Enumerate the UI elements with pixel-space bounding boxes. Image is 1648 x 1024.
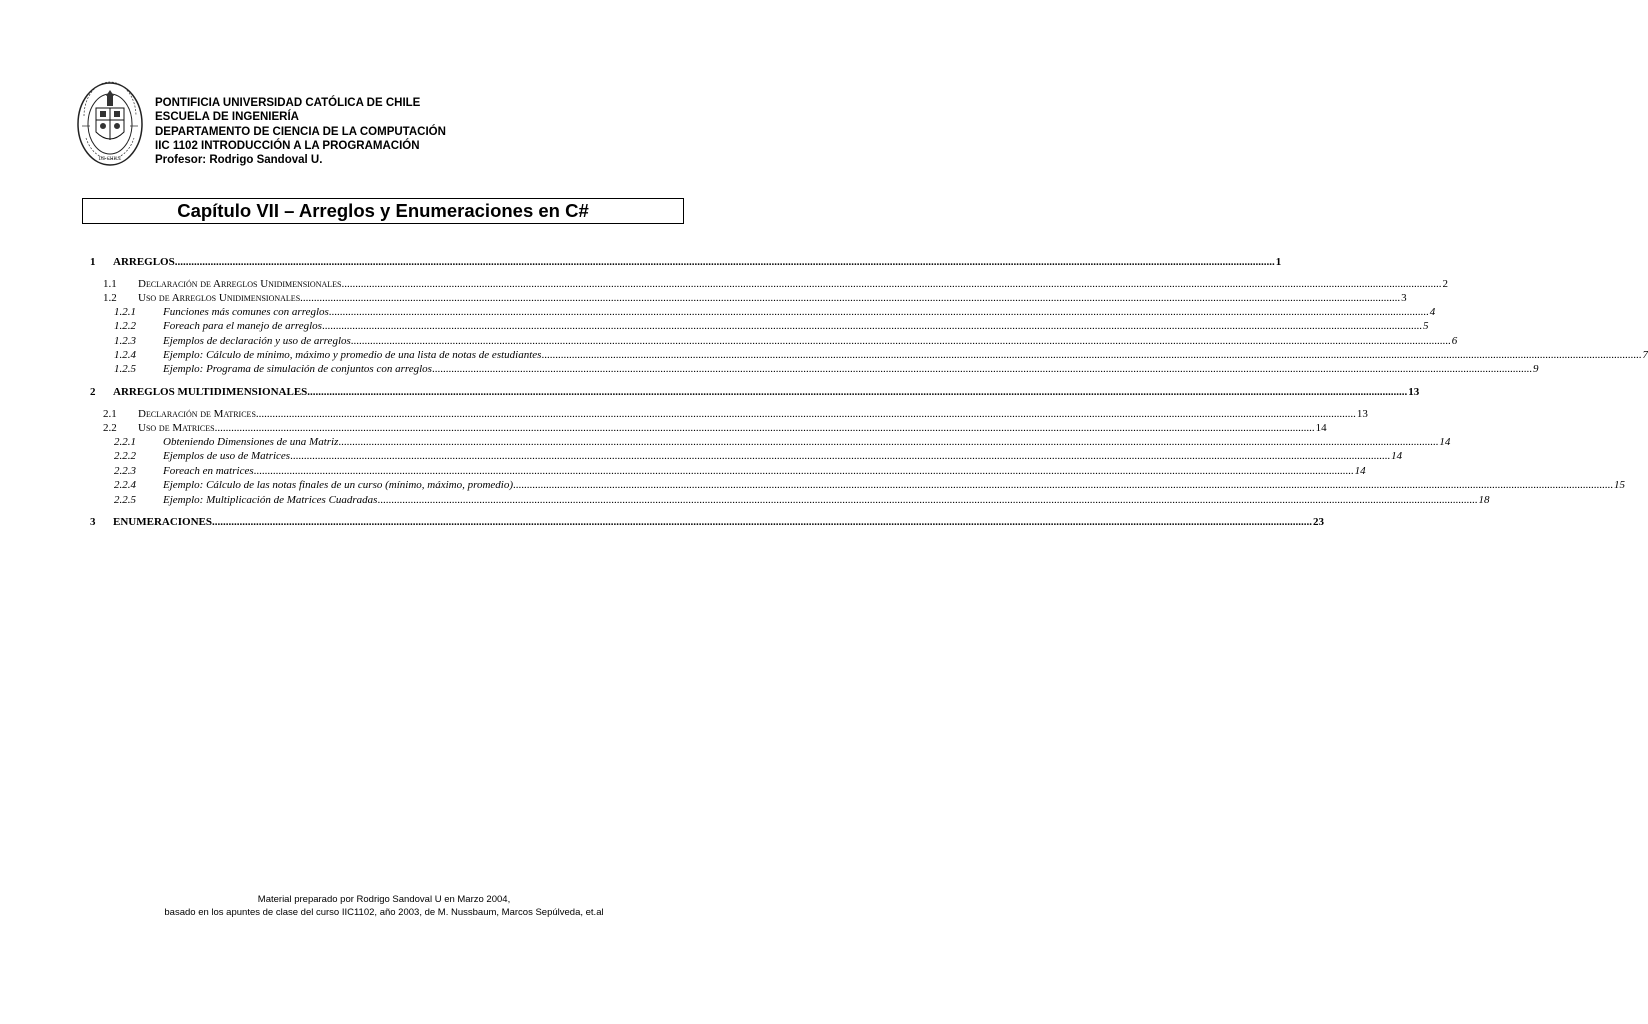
toc-entry-page: 23 (1313, 516, 1325, 528)
toc-dot-leader: ................................................................................................................................................................................................................................................................................................................................................................................................................ (174, 256, 1275, 268)
toc-entry[interactable] (114, 449, 1403, 463)
toc-dot-leader: ................................................................................................................................................................................................................................................................................................................................................................................................................ (255, 408, 1356, 420)
toc-entry[interactable] (114, 493, 1490, 507)
toc-entry-title: Uso de Arreglos Unidimensionales (138, 292, 301, 304)
toc-entry-number: 1.2.4 (114, 349, 136, 361)
toc-entry-number: 2.2.5 (114, 494, 136, 506)
toc-entry-title: Declaración de Arreglos Unidimensionales (138, 278, 342, 290)
toc-dot-leader: ................................................................................................................................................................................................................................................................................................................................................................................................................ (377, 494, 1478, 506)
toc-dot-leader: ................................................................................................................................................................................................................................................................................................................................................................................................................ (307, 386, 1408, 398)
toc-entry-title: Funciones más comunes con arreglos (163, 306, 329, 318)
toc-entry-page: 18 (1478, 494, 1490, 506)
university-seal-logo (76, 80, 144, 168)
toc-entry[interactable] (103, 421, 1327, 435)
toc-entry-title: Ejemplo: Cálculo de las notas finales de un curso (mínimo, máximo, promedio) (163, 479, 514, 491)
toc-entry-title: Ejemplo: Cálculo de mínimo, máximo y promedio de una lista de notas de estudiantes (163, 349, 542, 361)
toc-entry[interactable] (114, 305, 1436, 319)
toc-entry-title: Uso de Matrices (138, 422, 215, 434)
toc-entry-number: 2.2.2 (114, 450, 136, 462)
toc-dot-leader: ................................................................................................................................................................................................................................................................................................................................................................................................................ (253, 465, 1354, 477)
toc-entry[interactable] (103, 407, 1368, 421)
toc-dot-leader: ................................................................................................................................................................................................................................................................................................................................................................................................................ (341, 278, 1442, 290)
toc-entry[interactable] (90, 515, 1325, 529)
toc-entry-page: 2 (1442, 278, 1448, 290)
toc-dot-leader: ................................................................................................................................................................................................................................................................................................................................................................................................................ (431, 363, 1532, 375)
university-name: PONTIFICIA UNIVERSIDAD CATÓLICA DE CHILE (155, 97, 421, 109)
toc-entry[interactable] (114, 362, 1539, 376)
footer-note (0, 894, 768, 919)
toc-dot-leader: ................................................................................................................................................................................................................................................................................................................................................................................................................ (212, 516, 1313, 528)
institution-header (155, 96, 446, 167)
toc-entry-number: 3 (90, 516, 96, 528)
toc-entry-page: 15 (1614, 479, 1626, 491)
toc-entry-page: 13 (1356, 408, 1368, 420)
toc-entry-number: 2.1 (103, 408, 117, 420)
toc-entry-page: 4 (1429, 306, 1436, 318)
toc-entry-page: 14 (1315, 422, 1327, 434)
toc-entry[interactable] (114, 435, 1451, 449)
toc-entry-title: Ejemplo: Multiplicación de Matrices Cuadradas (163, 494, 378, 506)
toc-entry-number: 1 (90, 256, 96, 268)
toc-entry[interactable] (114, 478, 1626, 492)
toc-entry[interactable] (90, 385, 1420, 399)
toc-dot-leader: ................................................................................................................................................................................................................................................................................................................................................................................................................ (338, 436, 1439, 448)
toc-entry-number: 1.2 (103, 292, 117, 304)
toc-dot-leader: ................................................................................................................................................................................................................................................................................................................................................................................................................ (350, 335, 1451, 347)
professor-name: Profesor: Rodrigo Sandoval U. (155, 154, 323, 167)
toc-entry-number: 1.2.3 (114, 335, 136, 347)
toc-entry[interactable] (90, 255, 1282, 269)
toc-entry-title: ARREGLOS MULTIDIMENSIONALES (113, 386, 308, 398)
toc-entry-title: Ejemplo: Programa de simulación de conjuntos con arreglos (163, 363, 432, 375)
toc-dot-leader: ................................................................................................................................................................................................................................................................................................................................................................................................................ (328, 306, 1429, 318)
toc-entry[interactable] (114, 319, 1429, 333)
toc-entry-number: 2.2.4 (114, 479, 136, 491)
toc-entry[interactable] (103, 277, 1448, 291)
toc-entry[interactable] (103, 291, 1407, 305)
toc-entry-page: 14 (1391, 450, 1403, 462)
toc-entry-page: 13 (1408, 386, 1420, 398)
toc-entry-title: ENUMERACIONES (113, 516, 213, 528)
toc-dot-leader: ................................................................................................................................................................................................................................................................................................................................................................................................................ (290, 450, 1391, 462)
toc-entry[interactable] (114, 334, 1458, 348)
toc-entry-title: ARREGLOS (113, 256, 175, 268)
chapter-title: Capítulo VII – Arreglos y Enumeraciones en C# (82, 198, 684, 224)
toc-entry-title: Foreach en matrices (163, 465, 254, 477)
toc-entry-page: 1 (1275, 256, 1282, 268)
toc-entry-title: Ejemplos de declaración y uso de arreglos (163, 335, 351, 347)
toc-entry[interactable] (114, 348, 1648, 362)
toc-entry-number: 2 (90, 386, 96, 398)
toc-entry-number: 1.2.5 (114, 363, 136, 375)
toc-dot-leader: ................................................................................................................................................................................................................................................................................................................................................................................................................ (321, 320, 1422, 332)
department-name: DEPARTAMENTO DE CIENCIA DE LA COMPUTACIÓN (155, 125, 446, 138)
toc-entry-page: 9 (1532, 363, 1539, 375)
toc-dot-leader: ................................................................................................................................................................................................................................................................................................................................................................................................................ (300, 292, 1401, 304)
toc-entry-number: 1.2.1 (114, 306, 136, 318)
toc-entry-page: 5 (1422, 320, 1429, 332)
toc-entry-number: 2.2.1 (114, 436, 136, 448)
toc-dot-leader: ................................................................................................................................................................................................................................................................................................................................................................................................................ (541, 349, 1642, 361)
toc-entry-number: 1.1 (103, 278, 117, 290)
toc-dot-leader: ................................................................................................................................................................................................................................................................................................................................................................................................................ (214, 422, 1315, 434)
toc-entry-title: Obteniendo Dimensiones de una Matriz (163, 436, 339, 448)
toc-entry-number: 1.2.2 (114, 320, 136, 332)
toc-entry-page: 14 (1439, 436, 1451, 448)
toc-entry-title: Foreach para el manejo de arreglos (163, 320, 322, 332)
course-name: IIC 1102 INTRODUCCIÓN A LA PROGRAMACIÓN (155, 139, 420, 152)
toc-dot-leader: ................................................................................................................................................................................................................................................................................................................................................................................................................ (513, 479, 1614, 491)
toc-entry-title: Ejemplos de uso de Matrices (163, 450, 291, 462)
toc-entry-number: 2.2.3 (114, 465, 136, 477)
footer-line-2: basado en los apuntes de clase del curso IIC1102, año 2003, de M. Nussbaum, Marcos Sepúlveda, et.al (164, 906, 604, 918)
toc-entry-number: 2.2 (103, 422, 117, 434)
toc-entry-page: 3 (1401, 292, 1407, 304)
toc-entry-page: 6 (1451, 335, 1458, 347)
toc-entry-title: Declaración de Matrices (138, 408, 256, 420)
toc-entry-page: 14 (1354, 465, 1366, 477)
toc-entry[interactable] (114, 464, 1366, 478)
footer-line-1: Material preparado por Rodrigo Sandoval U en Marzo 2004, (257, 894, 511, 905)
toc-entry-page: 7 (1642, 349, 1648, 361)
svg-text:DE CHILE: DE CHILE (98, 157, 122, 162)
school-name: ESCUELA DE INGENIERÍA (155, 111, 299, 124)
